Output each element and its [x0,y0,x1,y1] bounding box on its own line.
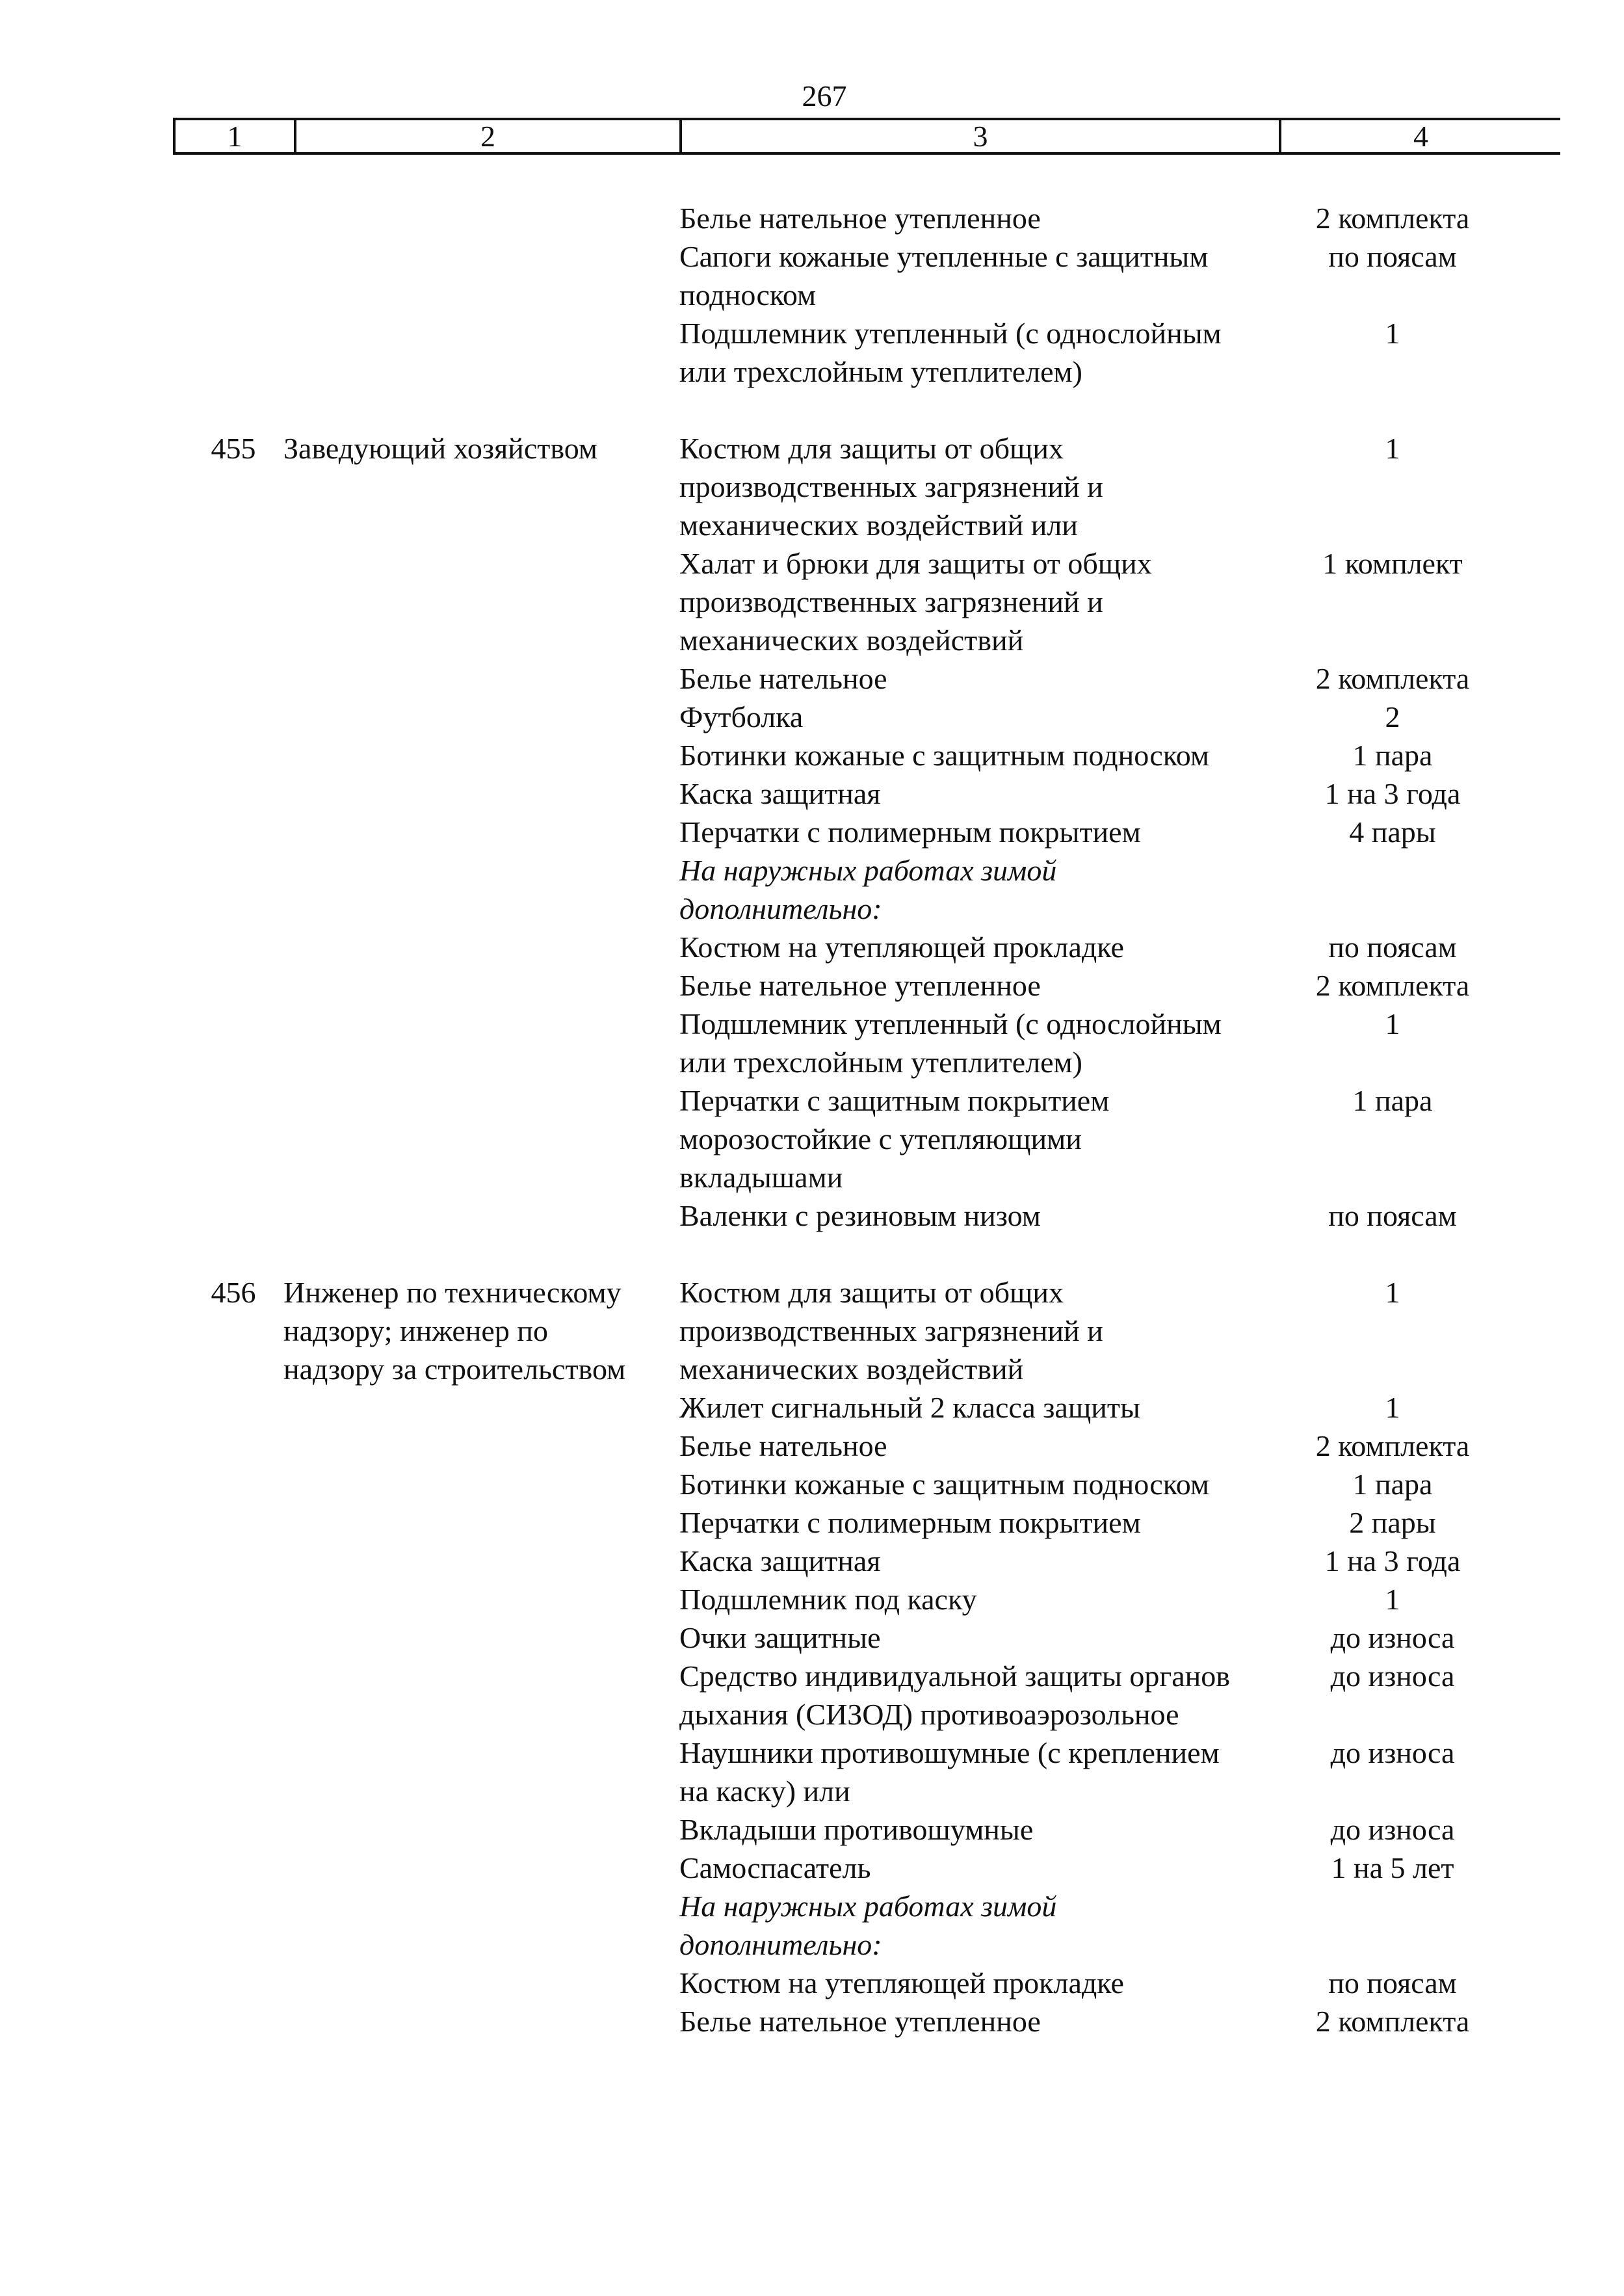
item-quantity: 1 на 3 года [1324,1544,1461,1577]
list-item [679,1503,1560,1542]
table-row [173,429,1560,1235]
column-header-4: 4 [1413,120,1428,153]
item-name: Валенки с резиновым низом [679,1199,1041,1232]
item-quantity: 2 комплекта [1315,969,1470,1002]
list-item [679,698,1560,736]
item-quantity: до износа [1330,1621,1455,1654]
item-quantity: 1 комплект [1322,547,1463,580]
item-quantity: 1 [1385,1583,1400,1616]
item-name: На наружных работах зимой дополнительно: [679,854,1057,925]
list-item [679,544,1560,659]
item-name: На наружных работах зимой дополнительно: [679,1890,1057,1961]
row-title-cell [294,199,679,391]
item-quantity: 1 [1385,1276,1400,1309]
column-header-row [173,118,1560,155]
item-name: Костюм для защиты от общих производственных загрязнений и механических воздействий или [679,432,1103,542]
item-name: Вкладыши противошумные [679,1813,1034,1846]
item-quantity: 1 [1385,432,1400,465]
list-item [679,1810,1560,1849]
item-quantity: 2 комплекта [1315,2005,1470,2038]
job-title: Инженер по техническому надзору; инженер по надзору за строительством [283,1276,626,1386]
table-body [173,199,1560,2040]
item-name: Сапоги кожаные утепленные с защитным подноском [679,240,1209,311]
list-item [679,774,1560,813]
list-item [679,1196,1560,1235]
item-name: Белье нательное [679,1429,887,1462]
page-number: 267 [802,79,847,112]
list-item [679,1081,1560,1196]
item-quantity: 1 пара [1352,1084,1433,1117]
item-name: Подшлемник утепленный (с однослойным или трехслойным утеплителем) [679,1007,1222,1079]
item-name: Каска защитная [679,777,881,810]
item-quantity: 2 [1385,700,1400,733]
item-name: Средство индивидуальной защиты органов дыхания (СИЗОД) противоаэрозольное [679,1659,1230,1731]
list-item [679,1618,1560,1657]
list-item [679,1964,1560,2002]
table-row [173,1273,1560,2040]
item-quantity: по поясам [1328,1966,1457,1999]
row-title-cell [283,429,679,1235]
item-name: Наушники противошумные (с креплением на каску) или [679,1736,1220,1808]
item-name: Футболка [679,700,804,733]
item-name: Ботинки кожаные с защитным подноском [679,1468,1210,1501]
list-item [679,1657,1560,1734]
item-quantity: до износа [1330,1813,1455,1846]
item-name: Белье нательное [679,662,887,695]
list-item [679,1849,1560,1887]
item-quantity: 2 пары [1349,1506,1436,1539]
item-name: Каска защитная [679,1544,881,1577]
item-name: Белье нательное утепленное [679,2005,1041,2038]
item-quantity: до износа [1330,1736,1455,1769]
item-quantity: по поясам [1328,1199,1457,1232]
list-item [679,659,1560,698]
item-name: Жилет сигнальный 2 класса защиты [679,1391,1140,1424]
list-item [679,199,1560,237]
list-item [679,1427,1560,1465]
item-name: Подшлемник утепленный (с однослойным или трехслойным утеплителем) [679,317,1222,388]
item-quantity: 1 пара [1352,739,1433,772]
item-name: Перчатки с полимерным покрытием [679,815,1141,849]
item-quantity: 2 комплекта [1315,1429,1470,1462]
job-title: Заведующий хозяйством [283,432,597,465]
item-quantity: 1 [1385,1007,1400,1040]
item-name: Самоспасатель [679,1851,871,1884]
list-item [679,813,1560,851]
item-name: Очки защитные [679,1621,881,1654]
item-quantity: 2 комплекта [1315,202,1470,235]
item-name: Халат и брюки для защиты от общих производственных загрязнений и механических воздействий [679,547,1152,657]
column-header-1: 1 [176,120,296,152]
item-name: Ботинки кожаные с защитным подноском [679,739,1210,772]
item-quantity: 4 пары [1349,815,1436,849]
item-name: Костюм на утепляющей прокладке [679,1966,1124,1999]
list-item [679,928,1560,966]
table-row [173,199,1560,391]
list-item [679,1734,1560,1810]
item-name: Подшлемник под каску [679,1583,977,1616]
list-item [679,736,1560,774]
note-line [679,851,1560,928]
list-item [679,966,1560,1005]
item-quantity: 2 комплекта [1315,662,1470,695]
list-item [679,429,1560,544]
row-number: 456 [211,1276,256,1309]
column-header-2: 2 [296,120,682,152]
item-quantity [1250,1887,1536,1964]
list-item [679,314,1560,391]
item-quantity: 1 [1385,1391,1400,1424]
item-name: Костюм на утепляющей прокладке [679,930,1124,964]
row-number: 455 [211,432,256,465]
item-name: Белье нательное утепленное [679,202,1041,235]
item-name: Перчатки с защитным покрытием морозостойкие с утепляющими вкладышами [679,1084,1110,1194]
list-item [679,237,1560,314]
item-quantity: до износа [1330,1659,1455,1693]
item-quantity: 1 [1385,317,1400,350]
list-item [679,1273,1560,1388]
item-quantity: 1 пара [1352,1468,1433,1501]
item-quantity: по поясам [1328,240,1457,273]
list-item [679,1388,1560,1427]
item-quantity: 1 на 5 лет [1331,1851,1454,1884]
column-header-3: 3 [682,120,1281,152]
items-list [679,429,1560,1235]
row-number [173,199,294,391]
list-item [679,1005,1560,1081]
item-name: Белье нательное утепленное [679,969,1041,1002]
item-name: Перчатки с полимерным покрытием [679,1506,1141,1539]
list-item [679,1465,1560,1503]
row-title-cell [283,1273,679,2040]
item-quantity: по поясам [1328,930,1457,964]
list-item [679,1542,1560,1580]
items-list [679,199,1560,391]
list-item [679,1580,1560,1618]
list-item [679,2002,1560,2040]
items-list [679,1273,1560,2040]
note-line [679,1887,1560,1964]
item-quantity [1250,851,1536,928]
item-name: Костюм для защиты от общих производственных загрязнений и механических воздействий [679,1276,1103,1386]
item-quantity: 1 на 3 года [1324,777,1461,810]
